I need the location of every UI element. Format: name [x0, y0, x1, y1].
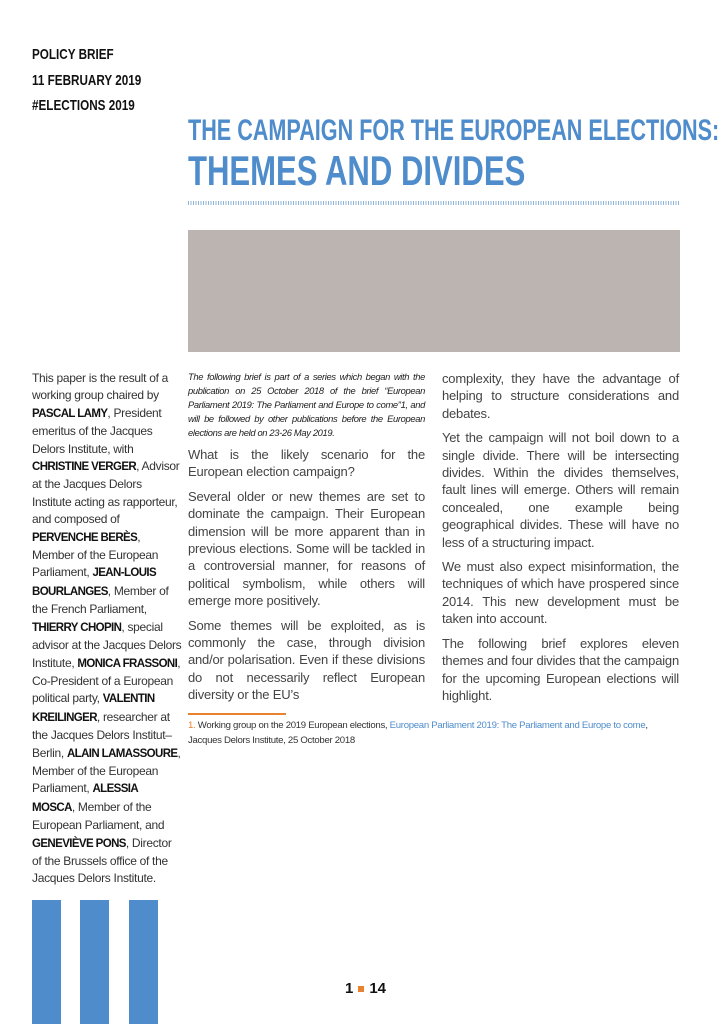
paragraph: complexity, they have the advantage of helping to structure considerations and debates.	[442, 371, 679, 421]
page-title	[188, 113, 724, 193]
footnote-divider	[188, 713, 286, 715]
current-page: 1	[345, 980, 354, 997]
document-type: POLICY BRIEF	[32, 46, 114, 63]
header-image-placeholder	[188, 230, 680, 352]
sidebar-text: , researcher at the Jacques Delors Institut–Berlin,	[32, 709, 172, 760]
author-name: GENEVIÈVE PONS	[32, 837, 126, 850]
author-name: PERVENCHE BERÈS	[32, 531, 138, 544]
total-pages: 14	[369, 980, 387, 997]
paragraph: Some themes will be exploited, as is commonly the case, through division and/or polarisation. Even if these divisions do not necessarily reflect European diversity or the EU’s	[188, 617, 425, 703]
paragraph: What is the likely scenario for the European election campaign?	[188, 447, 425, 480]
page-number	[345, 980, 386, 997]
document-header	[32, 42, 172, 119]
author-name: ALAIN LAMASSOURE	[66, 747, 178, 760]
sidebar-text: This paper is the result of a working group chaired by	[32, 371, 169, 403]
title-line-2: THEMES AND DIVIDES	[188, 147, 526, 194]
decorative-bar	[80, 900, 109, 1024]
title-divider	[188, 201, 680, 205]
paragraph: Several older or new themes are set to dominate the campaign. Their European dimension will be more apparent than in previous elections. Some will be tackled in a controversial manner, for reasons of political symbolism, while others will emerge more positively.	[188, 488, 425, 609]
paragraph: The following brief explores eleven themes and four divides that the campaign for the upcoming European elections will highlight.	[442, 635, 679, 703]
sidebar-text: , special advisor at the Jacques Delors Institute,	[32, 619, 182, 670]
decorative-bar	[129, 900, 158, 1024]
intro-note: The following brief is part of a series which began with the publication on 25 October 2018 of the brief “European Parliament 2019: The Parliament and Europe to come”1, and will be followed by other publications before the European elections are held on 23-26 May 2019.	[188, 371, 425, 438]
main-content	[188, 370, 680, 748]
text-column-1	[188, 370, 425, 711]
author-name: THIERRY CHOPIN	[32, 621, 122, 634]
footnote-text: , Jacques Delors Institute, 25 October 2018	[188, 720, 648, 746]
author-name: ALESSIA MOSCA	[32, 783, 138, 814]
sidebar-text: , Member of the European Parliament,	[32, 745, 181, 796]
document-hashtag: #ELECTIONS 2019	[32, 97, 135, 114]
text-column-2	[442, 370, 679, 711]
sidebar-text: , Advisor at the Jacques Delors Institute acting as rapporteur, and composed of	[32, 459, 180, 527]
sidebar-text: , Member of the European Parliament, and	[32, 799, 165, 833]
sidebar-text: , President emeritus of the Jacques Delors Institute, with	[32, 405, 162, 456]
sidebar-text: , Member of the European Parliament,	[32, 529, 159, 580]
author-name: VALENTIN KREILINGER	[32, 693, 155, 724]
sidebar-text: , Co-President of a European political party,	[32, 655, 181, 706]
separator-square-icon	[358, 986, 364, 992]
footnote	[188, 719, 680, 748]
author-name: JEAN-LOUIS BOURLANGES	[32, 567, 157, 598]
authors-sidebar	[32, 370, 182, 888]
footnote-number: 1.	[188, 720, 196, 732]
decorative-bar	[32, 900, 61, 1024]
paragraph: We must also expect misinformation, the techniques of which have prospered since 2014. This new development must be taken into account.	[442, 559, 679, 627]
author-name: MONICA FRASSONI	[77, 657, 178, 670]
footnote-link[interactable]: European Parliament 2019: The Parliament and Europe to come	[389, 720, 646, 732]
footnote-text: Working group on the 2019 European elections,	[195, 720, 390, 732]
sidebar-text: , Director of the Brussels office of the Jacques Delors Institute.	[32, 835, 172, 886]
author-name: PASCAL LAMY	[32, 407, 108, 420]
title-line-1: THE CAMPAIGN FOR THE EUROPEAN ELECTIONS:	[188, 114, 720, 147]
author-name: CHRISTINE VERGER	[32, 461, 137, 474]
document-date: 11 FEBRUARY 2019	[32, 71, 142, 89]
sidebar-text: , Member of the French Parliament,	[32, 583, 169, 617]
paragraph: Yet the campaign will not boil down to a single divide. There will be intersecting divides. Within the divides themselves, fault lines will emerge. Others will remain concealed, one example being geographical divides. These will have no less of a structuring impact.	[442, 430, 679, 550]
